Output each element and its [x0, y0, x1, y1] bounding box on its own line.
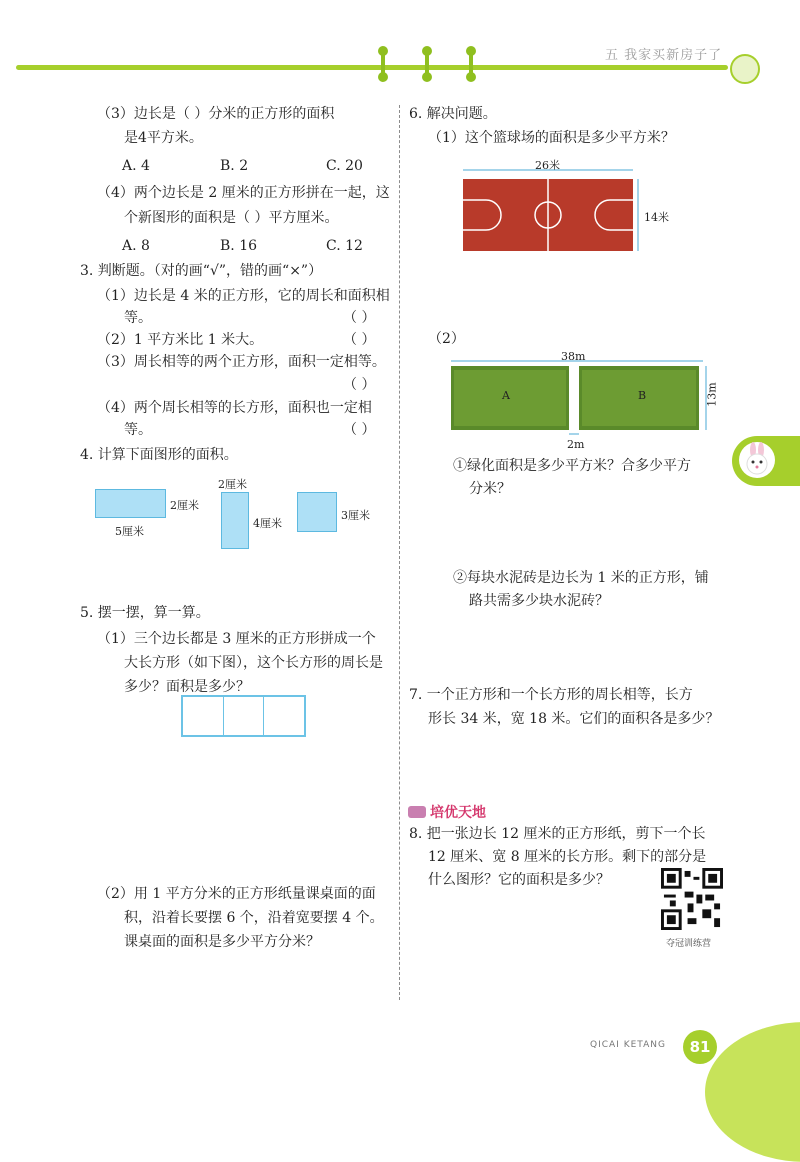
judge-title: 3. 判断题。（对的画“√”，错的画“×”） — [80, 263, 323, 279]
basketball-court — [462, 165, 642, 255]
header-rule — [16, 65, 728, 70]
chapter-icon — [730, 54, 760, 84]
field-width-label: 38m — [561, 350, 586, 363]
judge-4-2: 等。 — [124, 422, 152, 438]
q5-2-text: （2）用 1 平方分米的正方形纸量课桌面的面 — [97, 886, 376, 902]
judge-4: （4）两个周长相等的长方形，面积也一定相 — [97, 400, 372, 416]
binder-peg — [422, 46, 432, 82]
field-gap-label: 2m — [567, 438, 585, 451]
q6-1-text: （1）这个篮球场的面积是多少平方米？ — [428, 130, 675, 146]
side-tab — [732, 436, 800, 486]
judge-3: （3）周长相等的两个正方形，面积一定相等。 — [97, 354, 386, 370]
q6-2-label: （2） — [428, 331, 465, 347]
q3-4-text-2: 个新图形的面积是（ ）平方厘米。 — [124, 210, 339, 226]
q3-3-text: （3）边长是（ ）分米的正方形的面积 — [97, 106, 335, 122]
q5-title: 5. 摆一摆，算一算。 — [80, 605, 210, 621]
rectangle-shape — [95, 489, 166, 518]
chapter-title: 五 我家买新房子了 — [605, 48, 723, 63]
q3-3-option-a: A. 4 — [122, 158, 150, 174]
field-height-label: 13m — [705, 382, 719, 407]
judge-1: （1）边长是 4 米的正方形，它的周长和面积相 — [97, 288, 390, 304]
answer-paren[interactable]: （ ） — [343, 422, 376, 438]
q8-text: 8. 把一张边长 12 厘米的正方形纸，剪下一个长 — [409, 826, 706, 842]
q3-4-option-a: A. 8 — [122, 238, 150, 254]
q8-text-3: 什么图形？它的面积是多少？ — [428, 872, 610, 888]
court-height-label: 14米 — [644, 211, 669, 224]
q7-text: 7. 一个正方形和一个长方形的周长相等，长方 — [409, 687, 693, 703]
q6-2-b-2: 路共需多少块水泥砖？ — [469, 593, 609, 609]
binder-peg — [378, 46, 388, 82]
qr-caption: 夺冠训练营 — [666, 939, 712, 949]
rect-width-label: 5厘米 — [115, 525, 144, 538]
three-square-rectangle — [181, 695, 306, 737]
corner-decoration — [705, 1022, 800, 1162]
field-a-label: A — [502, 389, 510, 402]
answer-paren[interactable]: （ ） — [343, 310, 376, 326]
book-icon — [408, 806, 426, 818]
q6-2-a: ①绿化面积是多少平方米？合多少平方 — [453, 458, 691, 474]
q5-1-text: （1）三个边长都是 3 厘米的正方形拼成一个 — [97, 631, 376, 647]
qr-code-icon[interactable] — [661, 868, 723, 930]
footer-brand: QICAI KETANG — [590, 1040, 666, 1050]
court-width-label: 26米 — [535, 159, 560, 172]
q5-1-text-2: 大长方形（如下图），这个长方形的周长是 — [124, 655, 383, 671]
field-b-label: B — [638, 389, 647, 402]
q6-2-a-2: 分米？ — [469, 481, 511, 497]
square-shape — [297, 492, 337, 532]
answer-paren[interactable]: （ ） — [343, 332, 376, 348]
q5-2-text-3: 课桌面的面积是多少平方分米？ — [124, 934, 320, 950]
binder-peg — [466, 46, 476, 82]
square-side-label: 3厘米 — [341, 509, 370, 522]
judge-2: （2）1 平方米比 1 米大。 — [97, 332, 264, 348]
tall-width-label: 2厘米 — [218, 478, 247, 491]
q5-1-text-3: 多少？面积是多少？ — [124, 679, 250, 695]
answer-paren[interactable]: （ ） — [343, 377, 376, 393]
q3-4-option-c: C. 12 — [326, 238, 363, 254]
tall-height-label: 4厘米 — [253, 517, 282, 530]
judge-1-2: 等。 — [124, 310, 152, 326]
page-number: 81 — [683, 1030, 717, 1064]
q6-title: 6. 解决问题。 — [409, 106, 497, 122]
q4-title: 4. 计算下面图形的面积。 — [80, 447, 238, 463]
bunny-icon — [739, 442, 775, 478]
q3-4-option-b: B. 16 — [220, 238, 258, 254]
q8-text-2: 12 厘米、宽 8 厘米的长方形。剩下的部分是 — [428, 849, 707, 865]
section-peiyou: 培优天地 — [408, 802, 486, 822]
q3-4-text: （4）两个边长是 2 厘米的正方形拼在一起，这 — [97, 185, 390, 201]
tall-rectangle-shape — [221, 492, 249, 549]
green-field — [448, 358, 713, 440]
q5-2-text-2: 积，沿着长要摆 6 个，沿着宽要摆 4 个。 — [124, 910, 384, 926]
q3-3-option-c: C. 20 — [326, 158, 363, 174]
q7-text-2: 形长 34 米，宽 18 米。它们的面积各是多少？ — [428, 711, 720, 727]
column-divider — [399, 105, 400, 1000]
q6-2-b: ②每块水泥砖是边长为 1 米的正方形，铺 — [453, 570, 709, 586]
q3-3-text-2: 是4平方米。 — [124, 130, 203, 146]
q3-3-option-b: B. 2 — [220, 158, 249, 174]
rect-height-label: 2厘米 — [170, 499, 199, 512]
